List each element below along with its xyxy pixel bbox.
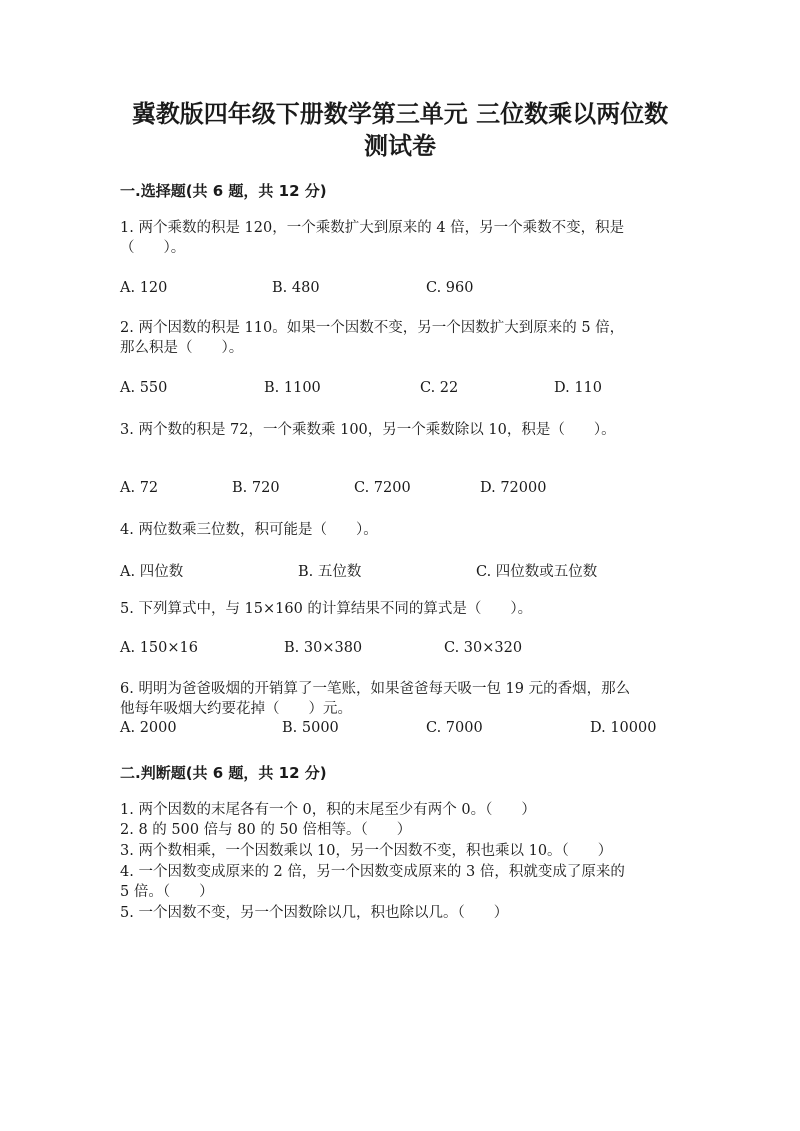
option-a[interactable]: A. 550 <box>120 380 168 396</box>
question-3-line-1: 3. 两个数的积是 72，一个乘数乘 100，另一个乘数除以 10，积是（ ）。 <box>120 422 616 438</box>
option-b[interactable]: B. 五位数 <box>298 564 362 580</box>
option-c[interactable]: C. 22 <box>420 380 459 396</box>
option-a[interactable]: A. 72 <box>120 480 159 496</box>
question-3-options <box>120 480 680 500</box>
option-c[interactable]: C. 7200 <box>354 480 411 496</box>
judgement-item-5: 5. 一个因数不变，另一个因数除以几，积也除以几。（ ） <box>120 905 509 921</box>
title-line-2: 测试卷 <box>364 132 436 160</box>
question-4-options <box>120 560 680 580</box>
option-d[interactable]: D. 110 <box>554 380 603 396</box>
judgement-item-4-line-1: 4. 一个因数变成原来的 2 倍，另一个因数变成原来的 3 倍，积就变成了原来的 <box>120 864 625 880</box>
option-c[interactable]: C. 四位数或五位数 <box>476 564 598 580</box>
question-5-options <box>120 640 680 660</box>
question-1-line-1: 1. 两个乘数的积是 120，一个乘数扩大到原来的 4 倍，另一个乘数不变，积是 <box>120 220 625 236</box>
question-2-line-2: 那么积是（ ）。 <box>120 340 244 356</box>
option-d[interactable]: D. 72000 <box>480 480 547 496</box>
question-1-line-2: （ ）。 <box>120 240 186 256</box>
question-2-options <box>120 380 680 400</box>
option-a[interactable]: A. 四位数 <box>120 564 184 580</box>
question-3 <box>120 420 680 440</box>
question-1-options <box>120 280 680 300</box>
judgement-item-4-line-2: 5 倍。（ ） <box>120 884 214 900</box>
question-6-line-1: 6. 明明为爸爸吸烟的开销算了一笔账，如果爸爸每天吸一包 19 元的香烟，那么 <box>120 681 631 697</box>
option-b[interactable]: B. 5000 <box>282 720 339 736</box>
option-a[interactable]: A. 120 <box>120 280 168 296</box>
option-c[interactable]: C. 7000 <box>426 720 483 736</box>
option-a[interactable]: A. 150×16 <box>120 640 198 656</box>
question-1 <box>120 218 680 258</box>
option-c[interactable]: C. 960 <box>426 280 474 296</box>
option-a[interactable]: A. 2000 <box>120 720 177 736</box>
judgement-item-3: 3. 两个数相乘，一个因数乘以 10，另一个因数不变，积也乘以 10。（ ） <box>120 843 613 859</box>
title-line-1: 冀教版四年级下册数学第三单元 三位数乘以两位数 <box>131 100 669 128</box>
section-heading-judgement: 二.判断题(共 6 题，共 12 分) <box>120 764 327 782</box>
question-4-line-1: 4. 两位数乘三位数，积可能是（ ）。 <box>120 522 378 538</box>
option-c[interactable]: C. 30×320 <box>444 640 523 656</box>
judgement-item-2: 2. 8 的 500 倍与 80 的 50 倍相等。（ ） <box>120 822 412 838</box>
option-b[interactable]: B. 720 <box>232 480 280 496</box>
judgement-item-1: 1. 两个因数的末尾各有一个 0，积的末尾至少有两个 0。（ ） <box>120 802 536 818</box>
question-6 <box>120 679 680 719</box>
option-b[interactable]: B. 1100 <box>264 380 321 396</box>
question-4 <box>120 520 680 540</box>
option-b[interactable]: B. 480 <box>272 280 320 296</box>
section-heading-choice: 一.选择题(共 6 题，共 12 分) <box>120 182 327 200</box>
page-title <box>60 98 740 162</box>
question-5 <box>120 599 680 619</box>
question-5-line-1: 5. 下列算式中，与 15×160 的计算结果不同的算式是（ ）。 <box>120 601 533 617</box>
question-6-options <box>120 720 680 740</box>
option-d[interactable]: D. 10000 <box>590 720 657 736</box>
question-2 <box>120 318 680 358</box>
option-b[interactable]: B. 30×380 <box>284 640 363 656</box>
question-2-line-1: 2. 两个因数的积是 110。如果一个因数不变，另一个因数扩大到原来的 5 倍， <box>120 320 625 336</box>
question-6-line-2: 他每年吸烟大约要花掉（ ）元。 <box>120 701 352 717</box>
